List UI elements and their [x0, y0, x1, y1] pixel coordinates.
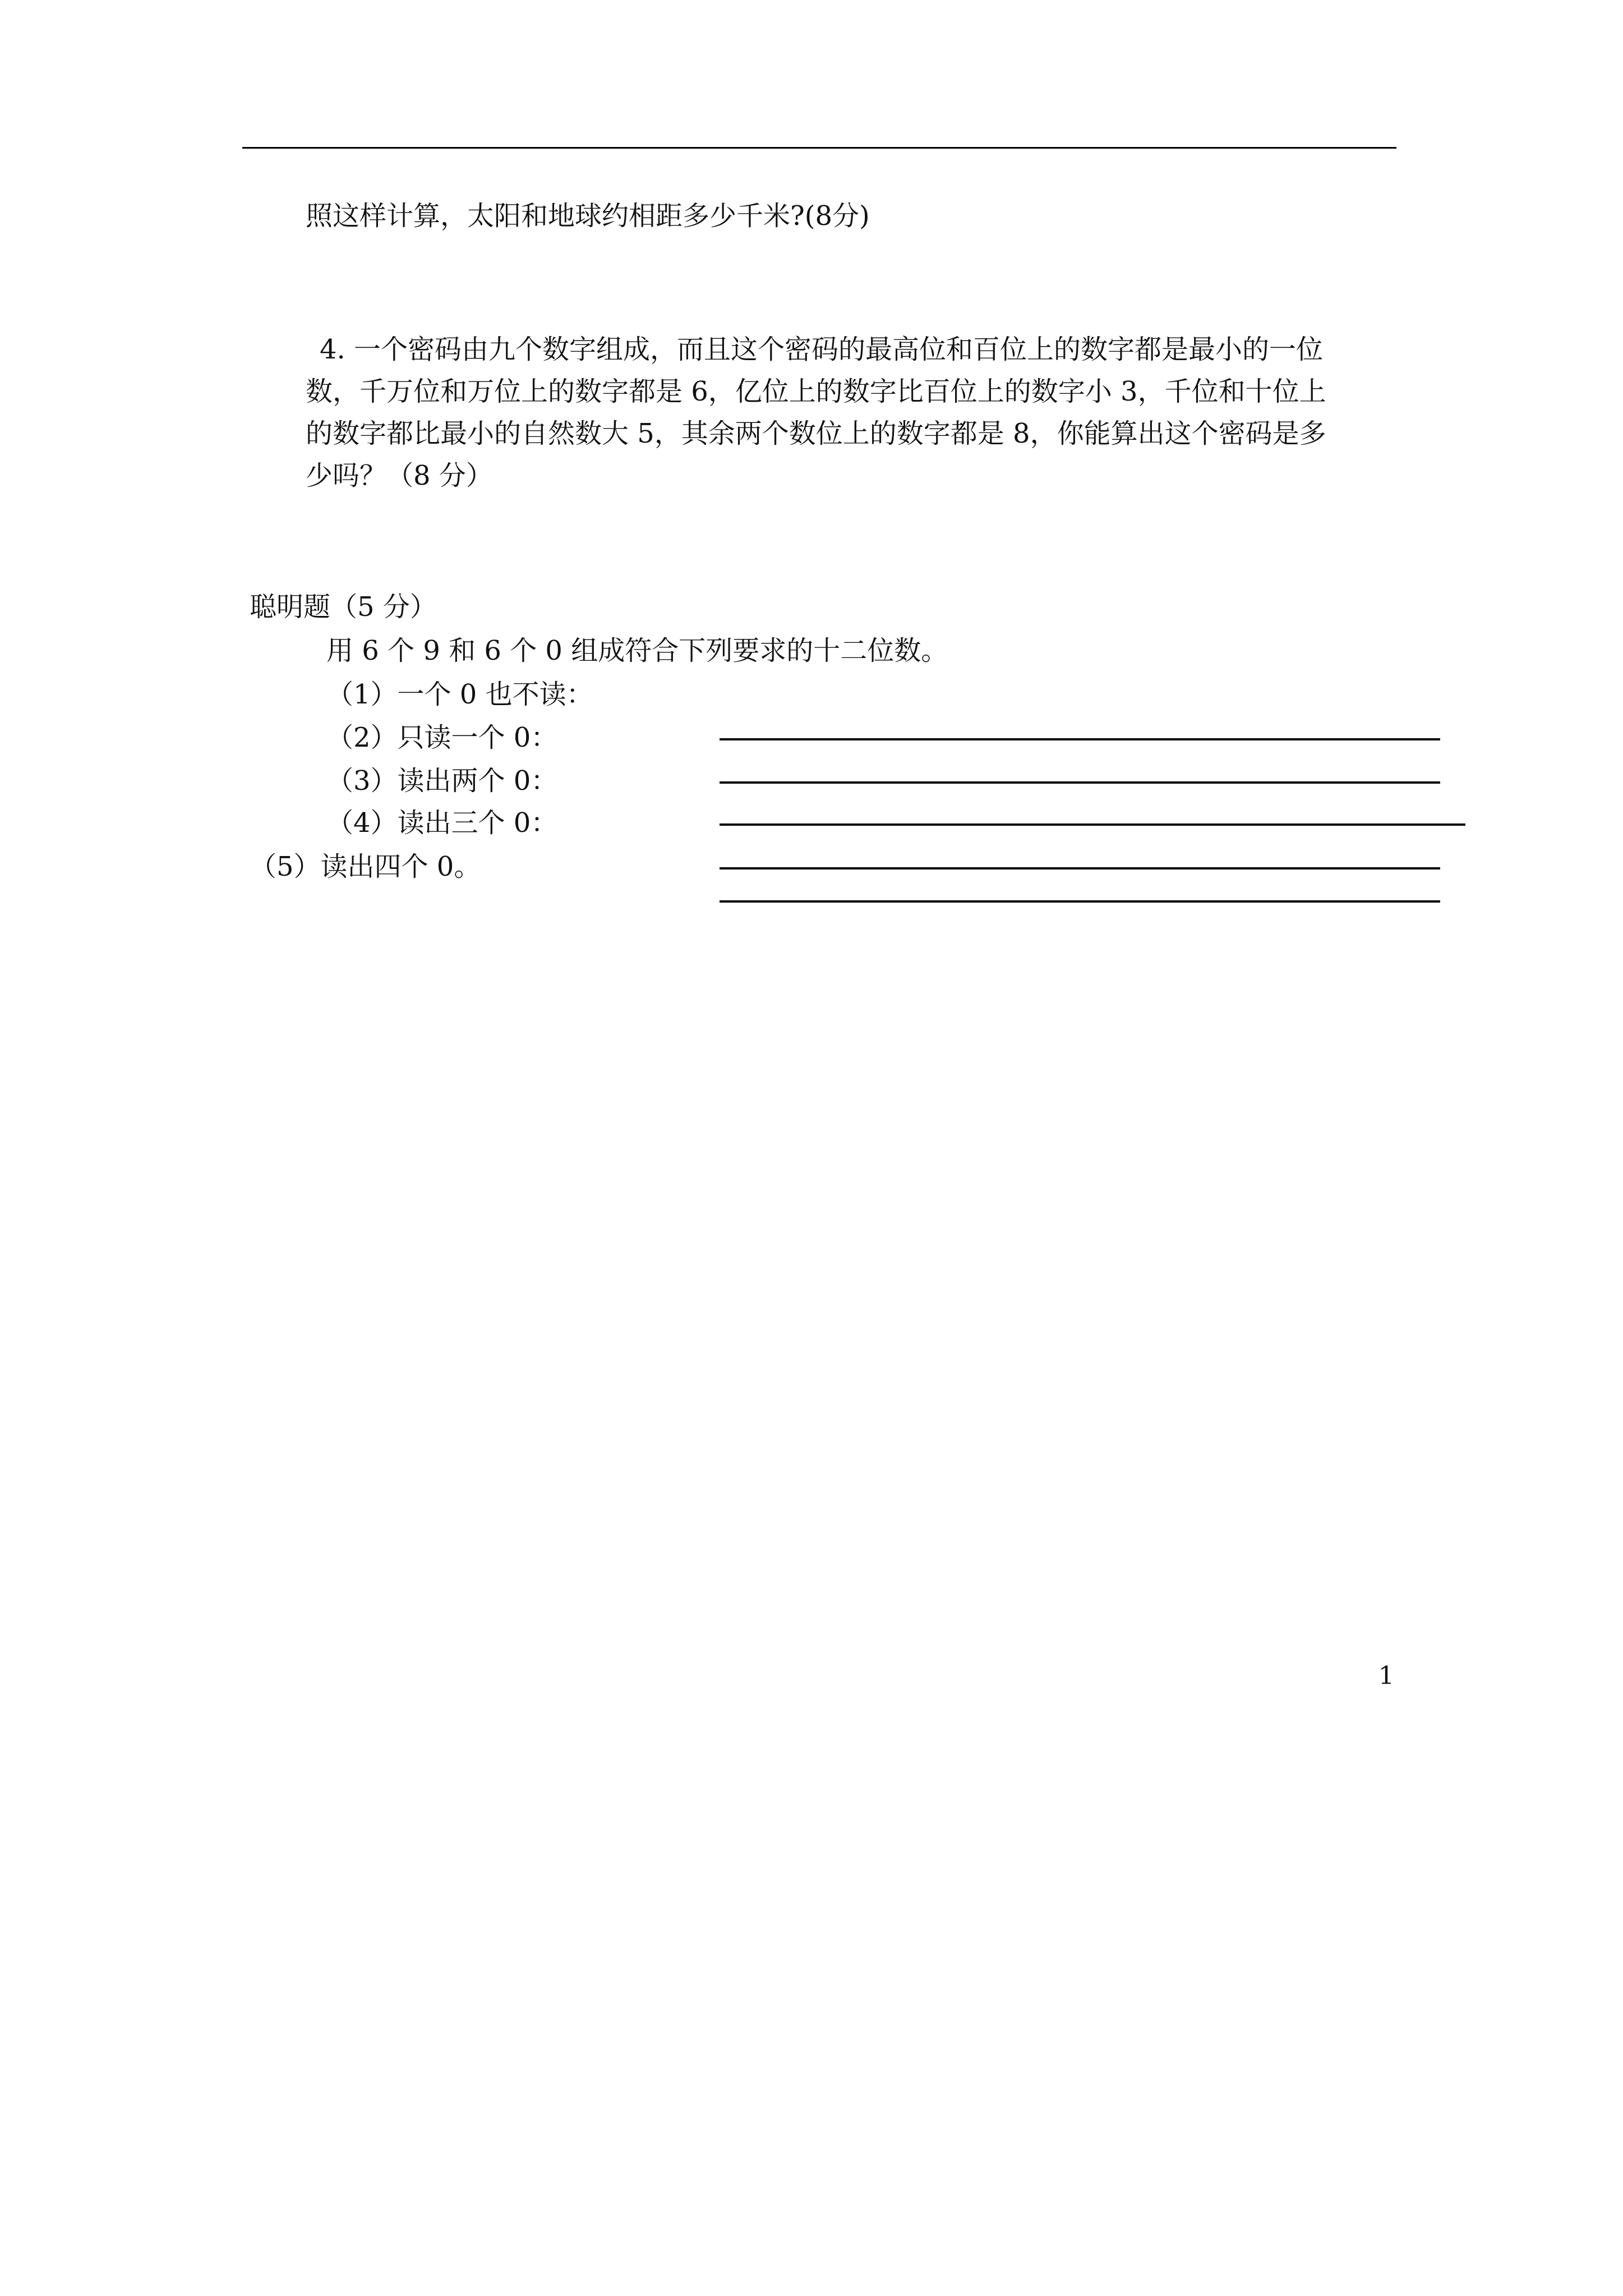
answer-blank-3[interactable]: [720, 781, 1440, 784]
bonus-item-3: （3）读出两个 0：: [326, 765, 558, 797]
bonus-intro: 用 6 个 9 和 6 个 0 组成符合下列要求的十二位数。: [326, 635, 948, 666]
question-4-line-2: 数，千万位和万位上的数字都是 6，亿位上的数字比百位上的数字小 3，千位和十位上: [306, 376, 1326, 407]
bonus-item-1: （1）一个 0 也不读：: [326, 679, 593, 710]
question-4-line-1: 4. 一个密码由九个数字组成，而且这个密码的最高位和百位上的数字都是最小的一位: [320, 334, 1324, 365]
page-number: 1: [1378, 1662, 1394, 1690]
bonus-title: 聪明题（5 分）: [250, 591, 437, 623]
bonus-item-2: （2）只读一个 0：: [326, 722, 558, 753]
question-4-line-4: 少吗？（8 分）: [306, 460, 493, 491]
bonus-item-4: （4）读出三个 0：: [326, 807, 558, 839]
answer-blank-2[interactable]: [720, 738, 1440, 740]
answer-blank-4[interactable]: [720, 823, 1465, 826]
answer-blank-5a[interactable]: [720, 867, 1440, 869]
bonus-item-5: （5）读出四个 0。: [250, 851, 481, 882]
question-4-line-3: 的数字都比最小的自然数大 5，其余两个数位上的数字都是 8，你能算出这个密码是多: [306, 418, 1326, 449]
question-3-tail: 照这样计算，太阳和地球约相距多少千米?(8分): [306, 200, 870, 232]
header-rule: [242, 147, 1396, 149]
answer-blank-5b[interactable]: [720, 900, 1440, 903]
